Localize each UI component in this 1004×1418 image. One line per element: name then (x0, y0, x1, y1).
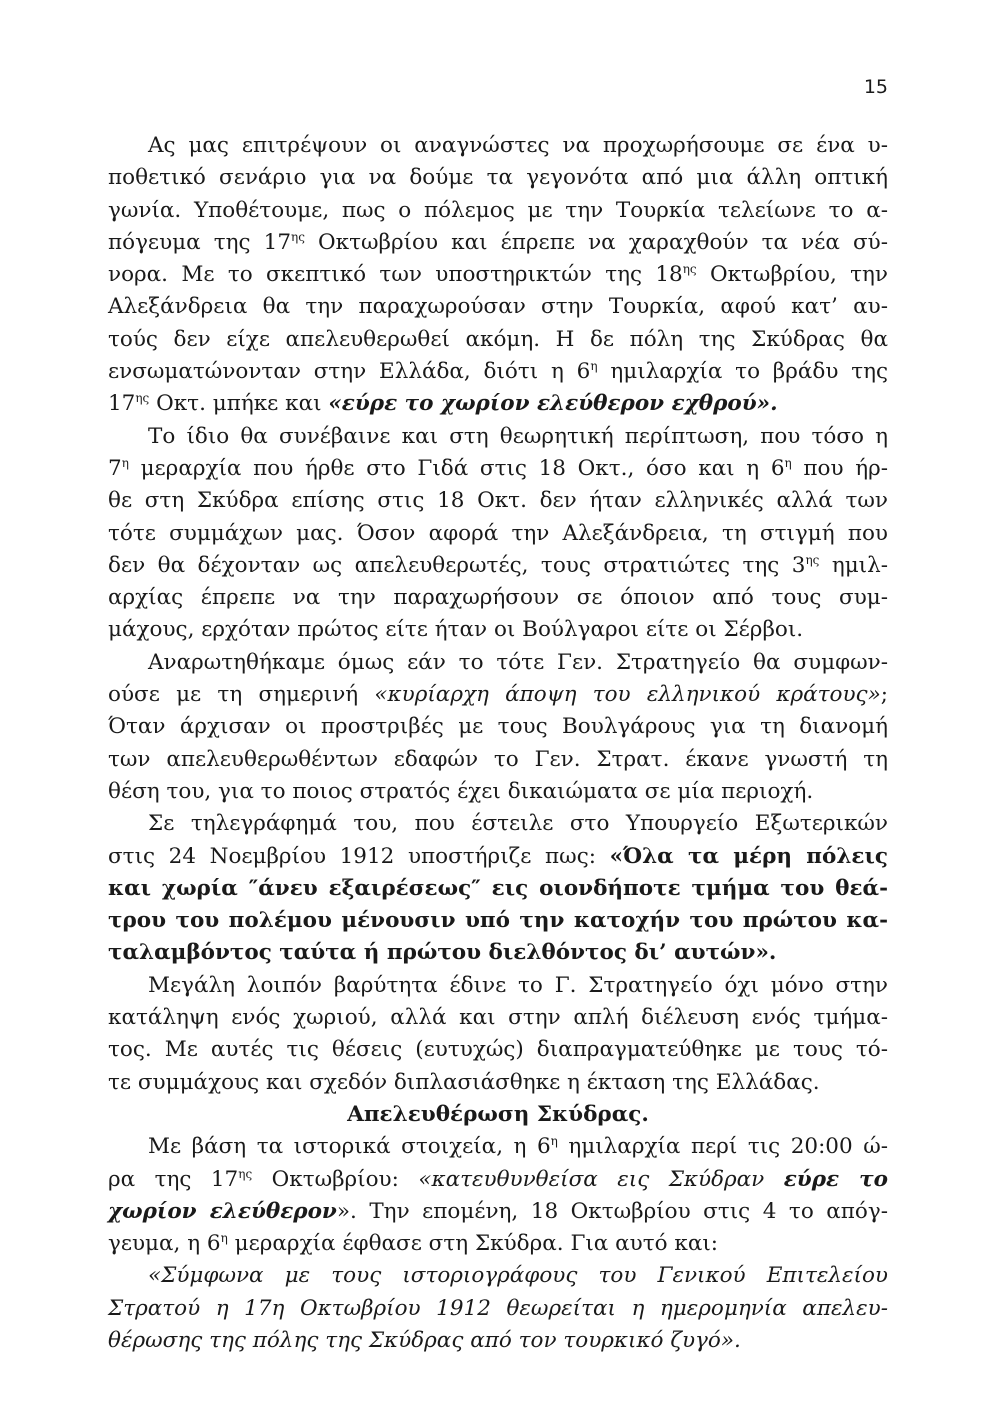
text-line: στις 24 Νοεμβρίου 1912 υποστήριζε πως: «Όλα τα μέρη πόλεις (108, 843, 889, 869)
text-line: τε συμμάχους και σχεδόν διπλασιάσθηκε η έκταση της Ελλάδας. (108, 1069, 820, 1095)
text-line: πόγευμα της $17^{\eta\varsigma}$ Οκτωβρίου και έπρεπε να χαραχθούν τα νέα σύ- (108, 229, 888, 255)
text-line: κατάληψη ενός χωριού, αλλά και στην απλή διέλευση ενός τμήμα- (108, 1005, 888, 1031)
text-line: Με βάση τα ιστορικά στοιχεία, η $6^\eta$ ημιλαρχία περί τις 20:00 ώ- (148, 1134, 888, 1160)
text-line: χωρίον ελεύθερον». Την επομένη, 18 Οκτωβρίου στις 4 το απόγ- (108, 1198, 888, 1224)
paragraph-5 (108, 970, 888, 1099)
text-line: τρου του πολέμου μένουσιν υπό την κατοχήν του πρώτου κα- (108, 908, 888, 934)
text-line: ποθετικό σενάριο για να δούμε τα γεγονότα από μια άλλη οπτική (108, 165, 888, 191)
text-line: και χωρία ″άνευ εξαιρέσεως″ εις οιονδήποτε τμήμα του θεά- (108, 875, 888, 901)
text-line: θέση του, για το ποιος στρατός έχει δικαιώματα σε μία περιοχή. (108, 778, 814, 804)
quote-bold: «Όλα τα μέρη πόλεις (609, 843, 889, 869)
text-line: γευμα, η $6^\eta$ μεραρχία έφθασε στη Σκύδρα. Για αυτό και: (108, 1230, 719, 1257)
paragraph-1 (108, 130, 888, 421)
page-body (108, 130, 888, 1357)
text-line: θέρωσης της πόλης της Σκύδρας από τον τουρκικό ζυγό». (108, 1327, 741, 1353)
paragraph-6 (108, 1131, 888, 1260)
text-line: Αναρωτηθήκαμε όμως εάν το τότε Γεν. Στρατηγείο θα συμφων- (148, 649, 888, 675)
text-line: δεν θα δέχονταν ως απελευθερωτές, τους στρατιώτες της $3^{\eta\varsigma}$ ημιλ- (108, 552, 889, 578)
text-line: νορα. Με το σκεπτικό των υποστηρικτών της $18^{\eta\varsigma}$ Οκτωβρίου, την (108, 262, 888, 288)
paragraph-7 (108, 1260, 888, 1357)
text-line: $17^{\eta\varsigma}$ Οκτ. μπήκε και «εύρε το χωρίον ελεύθερον εχθρού». (108, 391, 778, 417)
text-line: ούσε με τη σημερινή «κυρίαρχη άποψη του ελληνικού κράτους»; (108, 682, 888, 708)
text-line: ενσωματώνονταν στην Ελλάδα, διότι η $6^\eta$ ημιλαρχία το βράδυ της (108, 358, 889, 385)
text-line: τότε συμμάχων μας. Όσον αφορά την Αλεξάνδρεια, τη στιγμή που (108, 520, 888, 546)
text-line: Το ίδιο θα συνέβαινε και στη θεωρητική περίπτωση, που τόσο η (148, 423, 888, 449)
text-line: γωνία. Υποθέτουμε, πως ο πόλεμος με την Τουρκία τελείωνε το α- (108, 197, 888, 223)
paragraph-4 (108, 808, 888, 969)
text-line: των απελευθερωθέντων εδαφών το Γεν. Στρατ. έκανε γνωστή τη (108, 746, 888, 772)
text-line: Αλεξάνδρεια θα την παραχωρούσαν στην Τουρκία, αφού κατ’ αυ- (108, 294, 888, 320)
text-line: θε στη Σκύδρα επίσης στις 18 Οκτ. δεν ήταν ελληνικές αλλά των (108, 488, 888, 514)
quote-italic: «κατευθυνθείσα εις Σκύδραν (418, 1166, 784, 1192)
quote-bold-italic: εύρε το (783, 1166, 888, 1192)
text-line: Στρατού η 17η Οκτωβρίου 1912 θεωρείται η ημερομηνία απελευ- (108, 1295, 888, 1321)
text-line: τος. Με αυτές τις θέσεις (ευτυχώς) διαπραγματεύθηκε με τους τό- (108, 1037, 888, 1063)
text-line: Σε τηλεγράφημά του, που έστειλε στο Υπουργείο Εξωτερικών (148, 811, 888, 837)
text-line: αρχίας έπρεπε να την παραχωρήσουν σε όποιον από τους συμ- (108, 585, 888, 611)
text-line: ταλαμβόντος ταύτα ή πρώτου διελθόντος δι’ αυτών». (108, 940, 777, 966)
text-line: $7^\eta$ μεραρχία που ήρθε στο Γιδά στις 18 Οκτ., όσο και η $6^\eta$ που ήρ- (108, 455, 888, 481)
text-line: Ας μας επιτρέψουν οι αναγνώστες να προχωρήσουμε σε ένα υ- (148, 133, 888, 158)
text-line: Όταν άρχισαν οι προστριβές με τους Βουλγάρους για τη διανομή (108, 714, 888, 740)
text-line: μάχους, ερχόταν πρώτος είτε ήταν οι Βούλγαροι είτε οι Σέρβοι. (108, 617, 804, 643)
text-line: «Σύμφωνα με τους ιστοριογράφους του Γενικού Επιτελείου (148, 1263, 888, 1289)
text-line: ρα της $17^{\eta\varsigma}$ Οκτωβρίου: «κατευθυνθείσα εις Σκύδραν εύρε το (108, 1166, 888, 1192)
section-heading: Απελευθέρωση Σκύδρας. (347, 1101, 649, 1127)
quote-italic: «κυρίαρχη άποψη του ελληνικού κράτους» (374, 682, 881, 708)
page-number: 15 (863, 76, 888, 98)
quote-bold-italic: χωρίον ελεύθερον (108, 1198, 337, 1224)
paragraph-2 (108, 421, 888, 647)
quote-bold-italic: «εύρε το χωρίον ελεύθερον εχθρού». (328, 391, 778, 417)
text-line: τούς δεν είχε απελευθερωθεί ακόμη. Η δε πόλη της Σκύδρας θα (108, 326, 888, 352)
text-line: Μεγάλη λοιπόν βαρύτητα έδινε το Γ. Στρατηγείο όχι μόνο στην (148, 972, 888, 998)
paragraph-3 (108, 647, 888, 808)
